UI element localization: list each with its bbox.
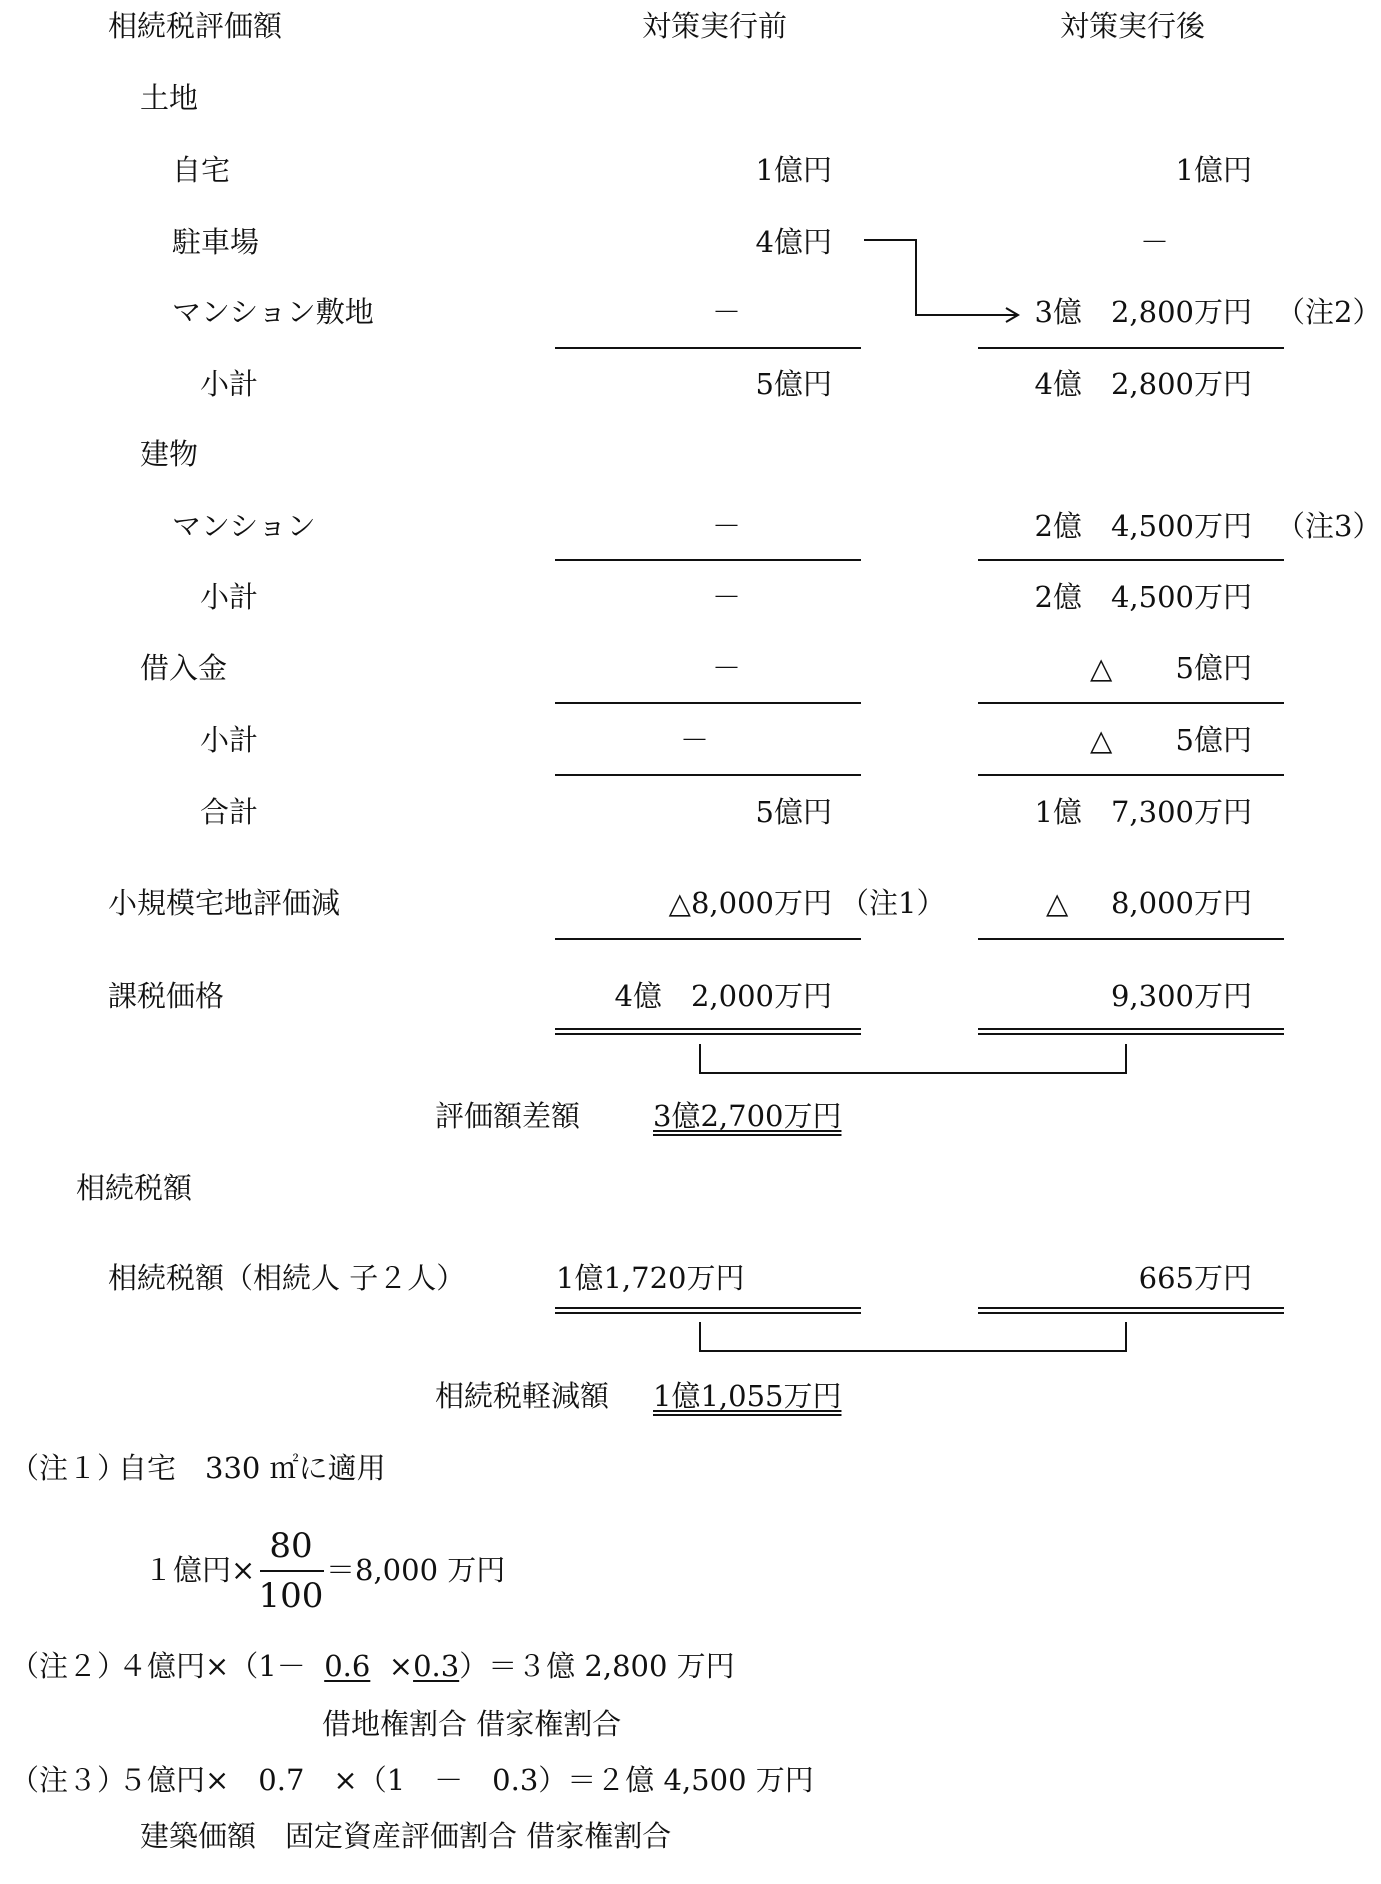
loan-after: 5億円 — [1175, 651, 1252, 685]
valuation-diff-value: 3億2,700万円 — [653, 1099, 842, 1133]
bracket-line — [699, 1350, 1127, 1352]
tax-before: 1億1,720万円 — [556, 1261, 745, 1295]
building-mansion-note: （注3） — [1276, 509, 1381, 543]
total-before: 5億円 — [755, 795, 832, 829]
note1-numerator: 80 — [269, 1526, 313, 1566]
taxable-before: 4億 2,000万円 — [614, 979, 832, 1013]
note3-label: （注３） — [10, 1763, 127, 1797]
note2-mid: × — [388, 1649, 414, 1683]
note2-formula — [118, 1648, 735, 1684]
small-land-after-mark: △ — [1046, 886, 1069, 920]
total-after: 1億 7,300万円 — [1034, 795, 1252, 829]
mansion-site-before: － — [712, 295, 742, 329]
rule-line — [555, 347, 861, 349]
double-rule — [978, 1307, 1284, 1314]
building-subtotal-label: 小計 — [200, 580, 259, 614]
total-label: 合計 — [200, 795, 259, 829]
bracket-line — [1125, 1044, 1127, 1074]
fraction-bar — [260, 1570, 324, 1572]
loan-title: 借入金 — [140, 651, 228, 685]
building-subtotal-after: 2億 4,500万円 — [1034, 580, 1252, 614]
rule-line — [978, 702, 1284, 704]
loan-after-mark: △ — [1090, 651, 1113, 685]
rule-line — [555, 938, 861, 940]
loan-subtotal-after: 5億円 — [1175, 723, 1252, 757]
loan-before: － — [712, 651, 742, 685]
tax-label: 相続税額（相続人 子２人） — [108, 1261, 466, 1295]
rule-line — [555, 702, 861, 704]
header-before: 対策実行前 — [642, 9, 788, 43]
note3-captions: 建築価額 固定資産評価割合 借家権割合 — [140, 1819, 672, 1853]
note3-text: ５億円× 0.7 ×（1 － 0.3）＝２億 4,500 万円 — [118, 1763, 814, 1797]
land-subtotal-label: 小計 — [200, 367, 259, 401]
valuation-diff-label: 評価額差額 — [435, 1099, 581, 1133]
double-rule — [555, 1028, 861, 1035]
small-land-after: 8,000万円 — [1110, 886, 1252, 920]
tax-title: 相続税額 — [76, 1171, 193, 1205]
mansion-site-note: （注2） — [1276, 295, 1381, 329]
tax-after: 665万円 — [1138, 1261, 1252, 1295]
parking-after: － — [1140, 225, 1170, 259]
double-rule — [978, 1028, 1284, 1035]
note1-formula-pre: １億円× — [144, 1553, 256, 1587]
home-before: 1億円 — [755, 153, 832, 187]
parking-label: 駐車場 — [172, 225, 260, 259]
note2-post: ）＝３億 2,800 万円 — [459, 1649, 735, 1683]
building-title: 建物 — [140, 437, 199, 471]
rule-line — [978, 347, 1284, 349]
note1-text: 自宅 330 ㎡に適用 — [118, 1451, 386, 1485]
mansion-site-after: 3億 2,800万円 — [1034, 295, 1252, 329]
loan-subtotal-before: － — [680, 723, 710, 757]
note2-rate-leasehold: 0.6 — [324, 1649, 371, 1683]
bracket-line — [1125, 1322, 1127, 1352]
header-label: 相続税評価額 — [108, 9, 283, 43]
rule-line — [978, 938, 1284, 940]
header-after: 対策実行後 — [1060, 9, 1206, 43]
rule-line — [978, 559, 1284, 561]
small-land-before: △8,000万円 — [668, 886, 832, 920]
note2-label: （注２） — [10, 1649, 127, 1683]
land-title: 土地 — [140, 81, 199, 115]
land-subtotal-after: 4億 2,800万円 — [1034, 367, 1252, 401]
double-rule — [555, 1307, 861, 1314]
tax-reduction-label: 相続税軽減額 — [435, 1379, 610, 1413]
building-mansion-after: 2億 4,500万円 — [1034, 509, 1252, 543]
note1-label: （注１） — [10, 1451, 127, 1485]
bracket-line — [699, 1322, 701, 1352]
home-label: 自宅 — [172, 153, 231, 187]
loan-subtotal-label: 小計 — [200, 723, 259, 757]
note2-pre: ４億円×（1－ — [118, 1649, 306, 1683]
mansion-site-label: マンション敷地 — [172, 295, 374, 329]
note2-captions: 借地権割合 借家権割合 — [322, 1707, 622, 1741]
taxable-label: 課税価格 — [108, 979, 225, 1013]
parking-before: 4億円 — [755, 225, 832, 259]
building-mansion-label: マンション — [172, 509, 316, 543]
home-after: 1億円 — [1175, 153, 1252, 187]
note1-denominator: 100 — [258, 1576, 324, 1616]
taxable-after: 9,300万円 — [1110, 979, 1252, 1013]
rule-line — [555, 559, 861, 561]
note1-formula-post: ＝8,000 万円 — [326, 1553, 506, 1587]
tax-reduction-value: 1億1,055万円 — [653, 1379, 842, 1413]
rule-line — [555, 774, 861, 776]
rule-line — [978, 774, 1284, 776]
bracket-line — [699, 1072, 1127, 1074]
land-subtotal-before: 5億円 — [755, 367, 832, 401]
building-mansion-before: － — [712, 509, 742, 543]
small-land-label: 小規模宅地評価減 — [108, 886, 341, 920]
building-subtotal-before: － — [712, 580, 742, 614]
bracket-line — [699, 1044, 701, 1074]
note2-rate-tenancy: 0.3 — [413, 1649, 460, 1683]
small-land-note: （注1） — [840, 886, 946, 920]
loan-subtotal-after-mark: △ — [1090, 723, 1113, 757]
